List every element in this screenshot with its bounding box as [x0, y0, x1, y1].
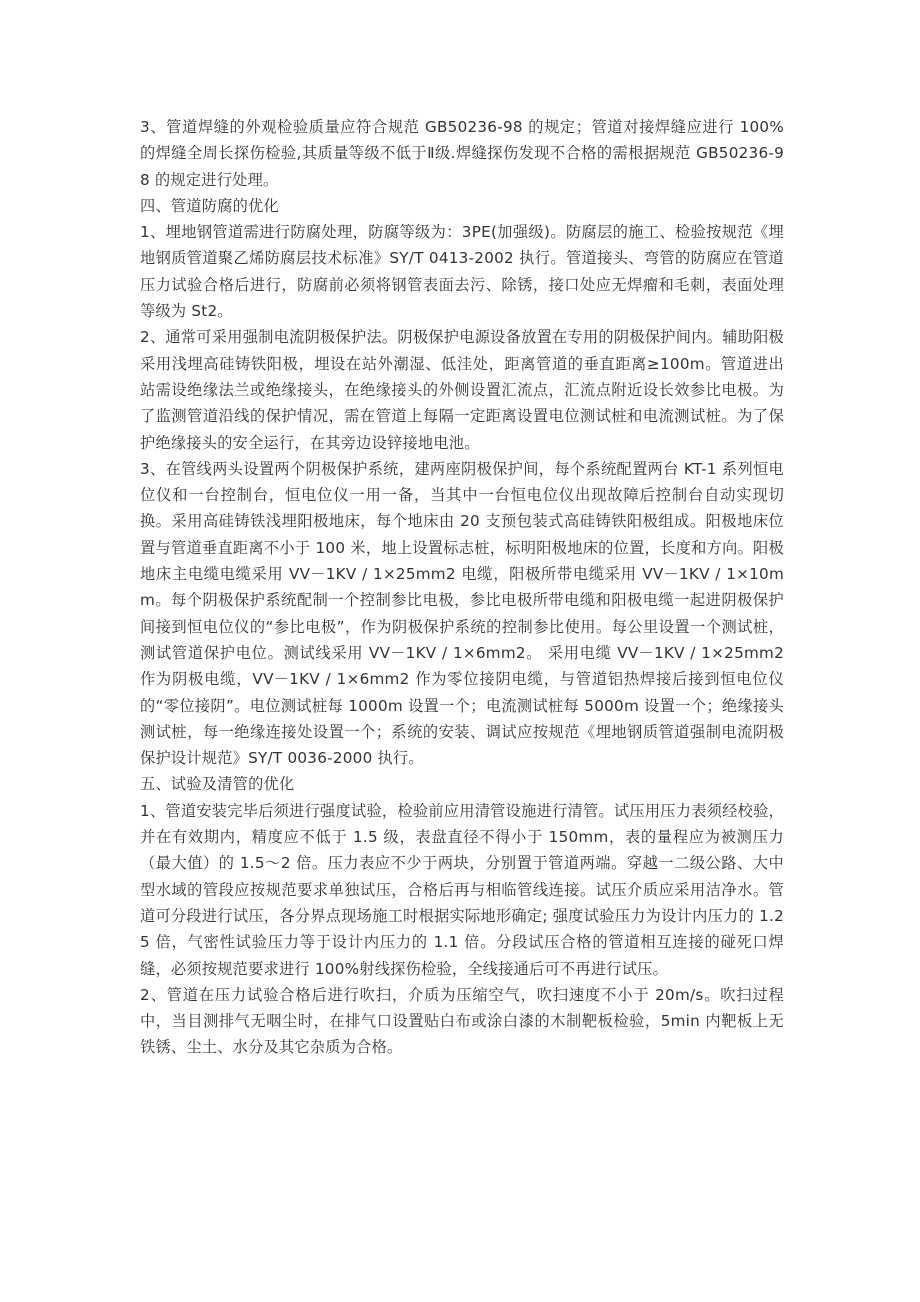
- paragraph-strength-test: 1、管道安装完毕后须进行强度试验，检验前应用清管设施进行清管。试压用压力表须经校验，并在有效期内，精度应不低于 1.5 级，表盘直径不得小于 150mm，表的量程应为被测压力（最大值）的 1.5～2 倍。压力表应不少于两块，分别置于管道两端。穿越一二级公路、大中型水域的管段应按规范要求单独试压，合格后再与相临管线连接。试压介质应采用洁净水。管道可分段进行试压，各分界点现场施工时根据实际地形确定; 强度试验压力为设计内压力的 1.25 倍，气密性试验压力等于设计内压力的 1.1 倍。分段试压合格的管道相互连接的碰死口焊缝，必须按规范要求进行 100%射线探伤检验，全线接通后可不再进行试压。: [140, 801, 784, 978]
- paragraph-weld-inspection: 3、管道焊缝的外观检验质量应符合规范 GB50236-98 的规定；管道对接焊缝应进行 100%的焊缝全周长探伤检验,其质量等级不低于Ⅱ级.焊缝探伤发现不合格的需根据规范 GB50236-98 的规定进行处理。: [140, 118, 784, 189]
- document-body: [140, 114, 784, 1061]
- section-heading-testing-pigging: 五、试验及清管的优化: [140, 775, 295, 794]
- paragraph-anticorrosion-coating: 1、埋地钢管道需进行防腐处理，防腐等级为：3PE(加强级)。防腐层的施工、检验按规范《埋地钢质管道聚乙烯防腐层技术标准》SY/T 0413-2002 执行。管道接头、弯管的防腐应在管道压力试验合格后进行，防腐前必须将钢管表面去污、除锈，接口处应无焊瘤和毛刺，表面处理等级为 St2。: [140, 223, 784, 321]
- paragraph-purging: 2、管道在压力试验合格后进行吹扫，介质为压缩空气，吹扫速度不小于 20m/s。吹扫过程中，当目测排气无咽尘时，在排气口设置贴白布或涂白漆的木制靶板检验，5min 内靶板上无铁锈、尘土、水分及其它杂质为合格。: [140, 985, 784, 1057]
- section-heading-anticorrosion: 四、管道防腐的优化: [140, 196, 279, 215]
- paragraph-cathodic-system-setup: 3、在管线两头设置两个阴极保护系统，建两座阴极保护间，每个系统配置两台 KT-1 系列恒电位仪和一台控制台，恒电位仪一用一备，当其中一台恒电位仪出现故障后控制台自动实现切换。采用高硅铸铁浅埋阳极地床，每个地床由 20 支预包装式高硅铸铁阳极组成。阳极地床位置与管道垂直距离不小于 100 米，地上设置标志桩，标明阳极地床的位置，长度和方向。阳极地床主电缆电缆采用 VV－1KV / 1×25mm2 电缆，阳极所带电缆采用 VV－1KV / 1×10mm。每个阴极保护系统配制一个控制参比电极，参比电极所带电缆和阳极电缆一起进阴极保护间接到恒电位仪的“参比电极”，作为阴极保护系统的控制参比使用。每公里设置一个测试桩，测试管道保护电位。测试线采用 VV－1KV / 1×6mm2。 采用电缆 VV－1KV / 1×25mm2 作为阴极电缆，VV－1KV / 1×6mm2 作为零位接阴电缆，与管道铝热焊接后接到恒电位仪的“零位接阴”。电位测试桩每 1000m 设置一个；电流测试桩每 5000m 设置一个；绝缘接头测试桩，每一绝缘连接处设置一个；系统的安装、调试应按规范《埋地钢质管道强制电流阴极保护设计规范》SY/T 0036-2000 执行。: [140, 459, 784, 768]
- paragraph-cathodic-protection: 2、通常可采用强制电流阴极保护法。阴极保护电源设备放置在专用的阴极保护间内。辅助阳极采用浅埋高硅铸铁阳极，埋设在站外潮湿、低洼处，距离管道的垂直距离≥100m。管道进出站需设绝缘法兰或绝缘接头，在绝缘接头的外侧设置汇流点，汇流点附近设长效参比电极。为了监测管道沿线的保护情况，需在管道上每隔一定距离设置电位测试桩和电流测试桩。为了保护绝缘接头的安全运行，在其旁边设锌接地电池。: [140, 328, 784, 452]
